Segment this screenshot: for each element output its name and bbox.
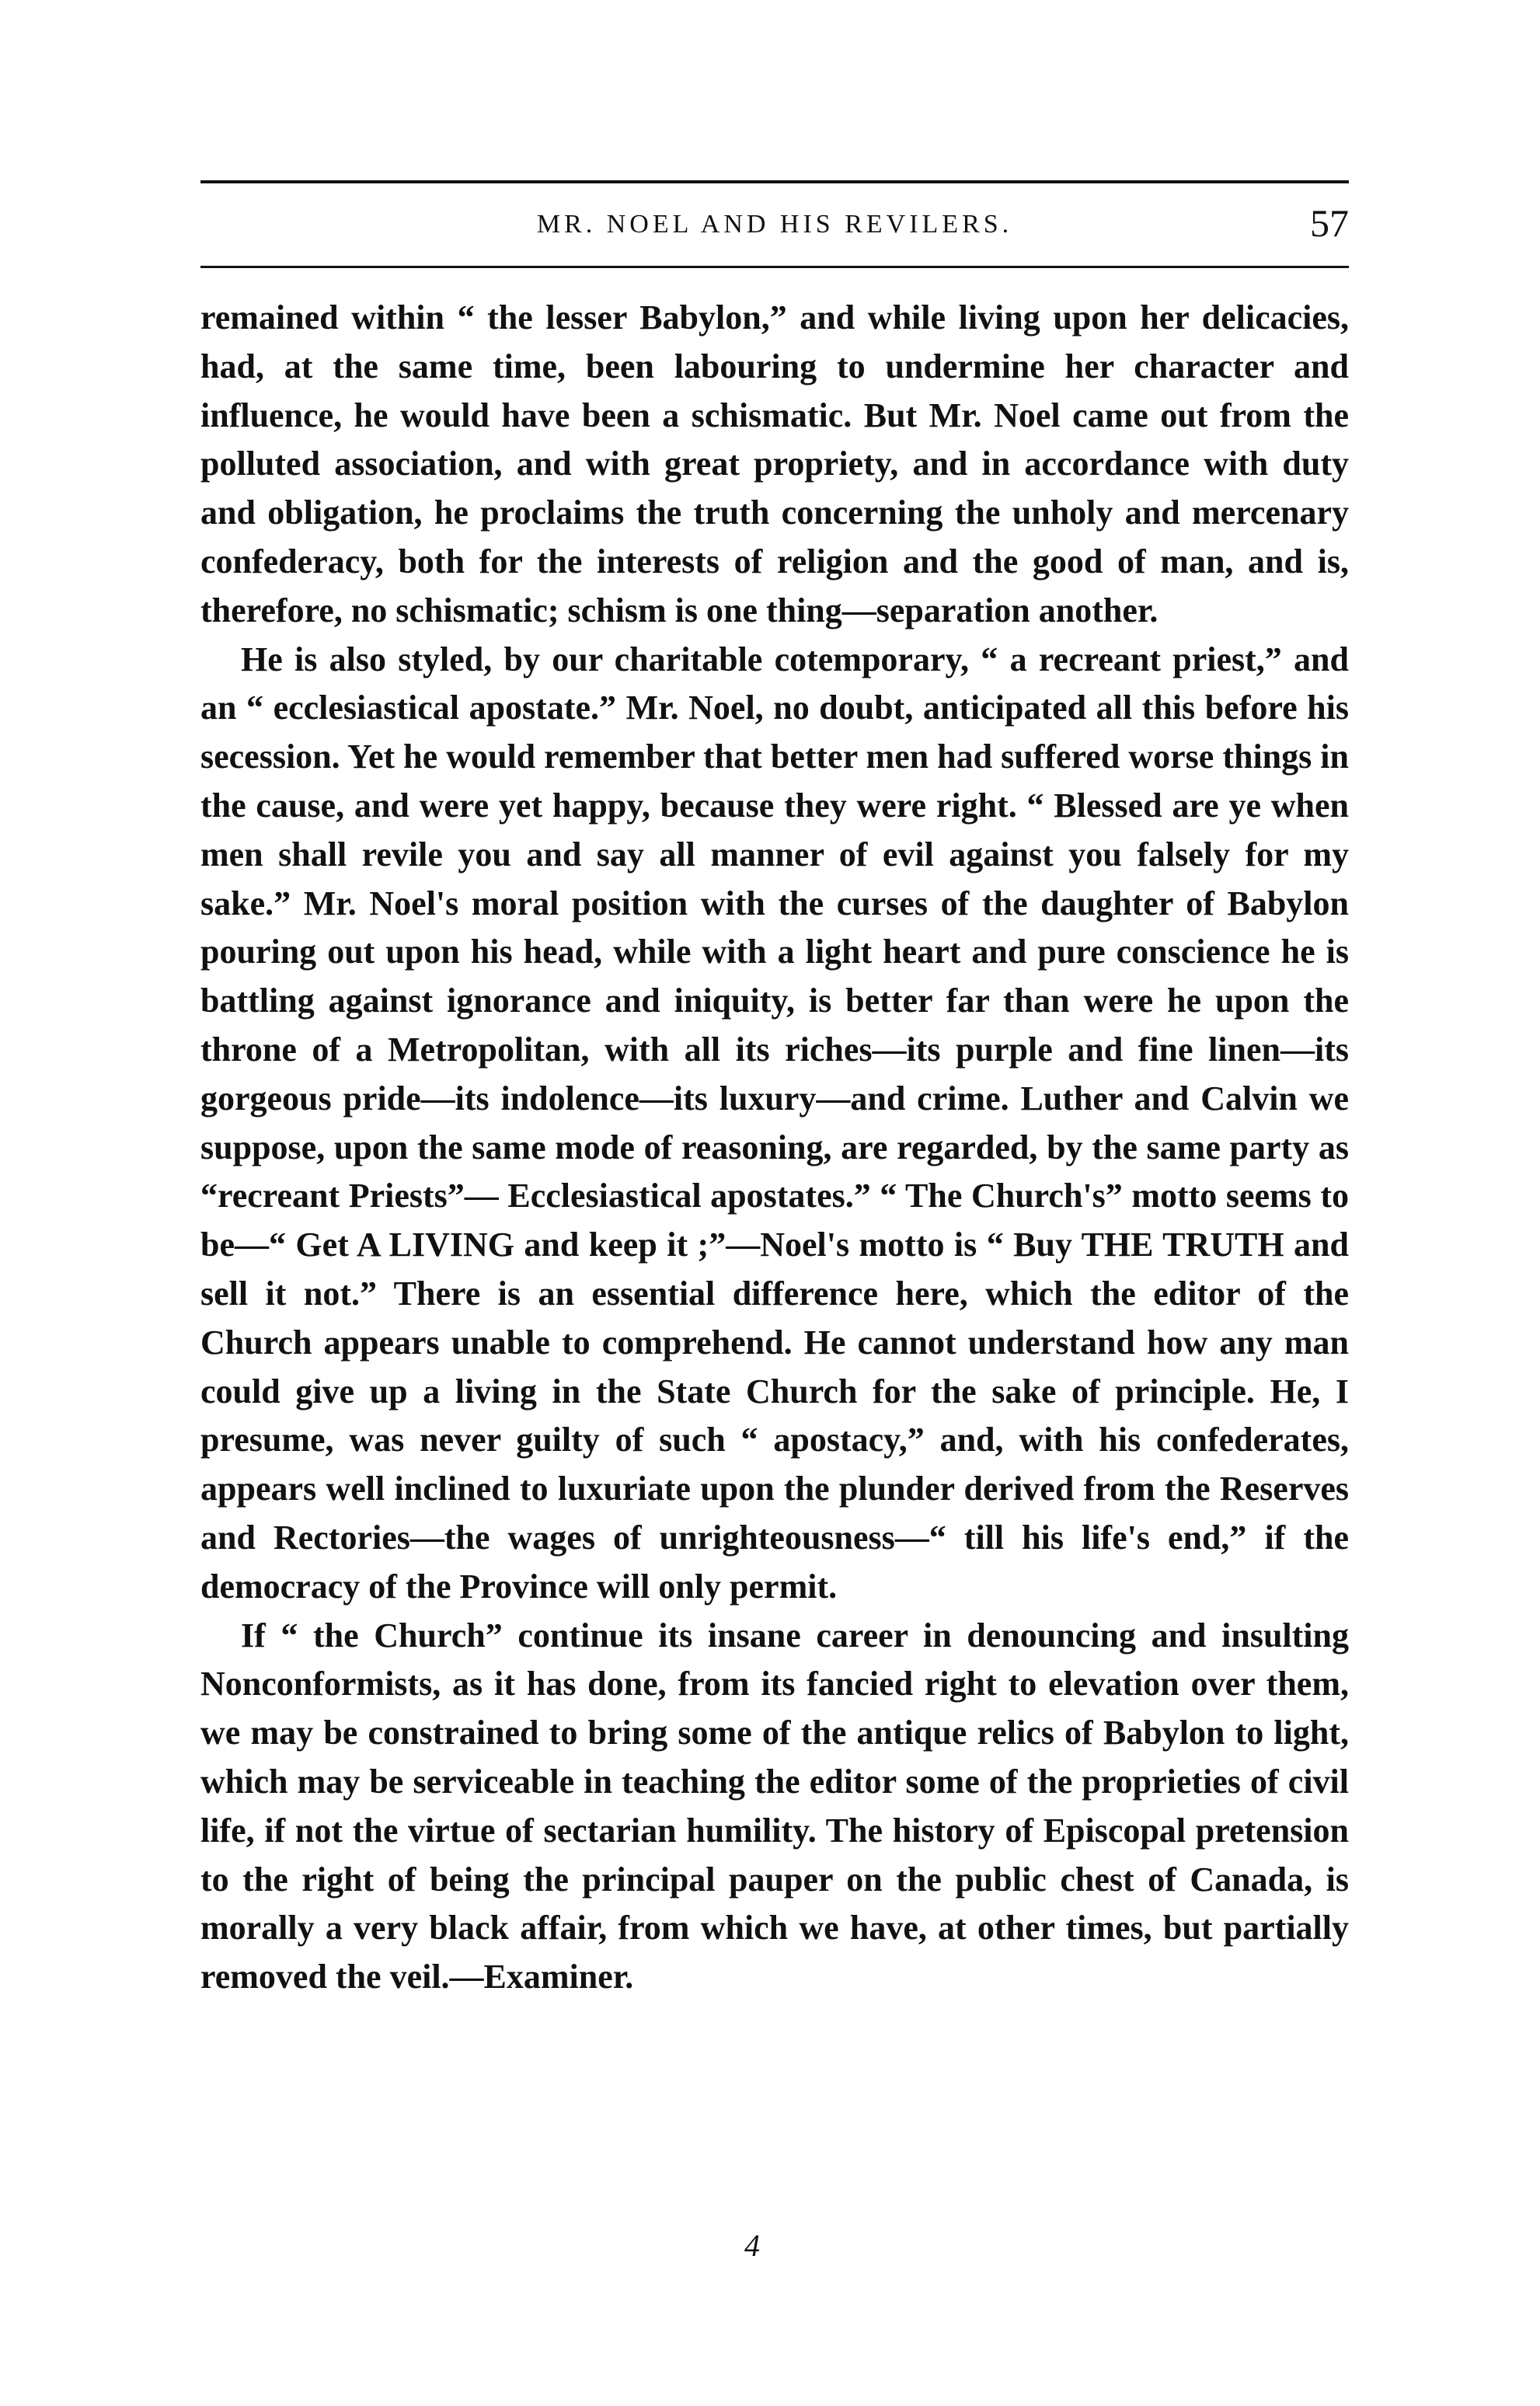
top-rule: [200, 180, 1349, 183]
page-header: [200, 200, 1349, 255]
paragraph-1: remained within “ the lesser Babylon,” and while living upon her delicacies, had, at the same time, been labouring to undermine her character and influence, he would have been a schismatic. But Mr. Noel came out from the polluted association, and with great propriety, and in accordance with duty and obligation, he proclaims the truth concerning the unholy and mercenary confederacy, both for the interests of religion and the good of man, and is, therefore, no schismatic; schism is one thing—separation another.: [200, 298, 1349, 629]
page-number: 57: [1310, 201, 1349, 245]
signature-mark: 4: [744, 2228, 760, 2263]
header-rule: [200, 266, 1349, 268]
paragraph-3: If “ the Church” continue its insane career in denouncing and insulting Nonconformists, as it has done, from its fancied right to elevation over them, we may be constrained to bring some of the antique relics of Babylon to light, which may be serviceable in teaching the editor some of the proprieties of civil life, if not the virtue of sectarian humility. The history of Episcopal pretension to the right of being the principal pauper on the public chest of Canada, is morally a very black affair, from which we have, at other times, but partially removed the veil.—Examiner.: [200, 1616, 1349, 1996]
running-head: MR. NOEL AND HIS REVILERS.: [536, 210, 1013, 239]
body-text: [200, 294, 1349, 2002]
paragraph-2: He is also styled, by our charitable cotemporary, “ a recreant priest,” and an “ ecclesiastical apostate.” Mr. Noel, no doubt, anticipated all this before his secession. Yet he would remember that better men had suffered worse things in the cause, and were yet happy, because they were right. “ Blessed are ye when men shall revile you and say all manner of evil against you falsely for my sake.” Mr. Noel's moral position with the curses of the daughter of Babylon pouring out upon his head, while with a light heart and pure conscience he is battling against ignorance and iniquity, is better far than were he upon the throne of a Metropolitan, with all its riches—its purple and fine linen—its gorgeous pride—its indolence—its luxury—and crime. Luther and Calvin we suppose, upon the same mode of reasoning, are regarded, by the same party as “recreant Priests”— Ecclesiastical apostates.” “ The Church's” motto seems to be—“ Get A LIVING and keep it ;”—Noel's motto is “ Buy THE TRUTH and sell it not.” There is an essential difference here, which the editor of the Church appears unable to comprehend. He cannot understand how any man could give up a living in the State Church for the sake of principle. He, I presume, was never guilty of such “ apostacy,” and, with his confederates, appears well inclined to luxuriate upon the plunder derived from the Reserves and Rectories—the wages of unrighteousness—“ till his life's end,” if the democracy of the Province will only permit.: [200, 640, 1349, 1606]
